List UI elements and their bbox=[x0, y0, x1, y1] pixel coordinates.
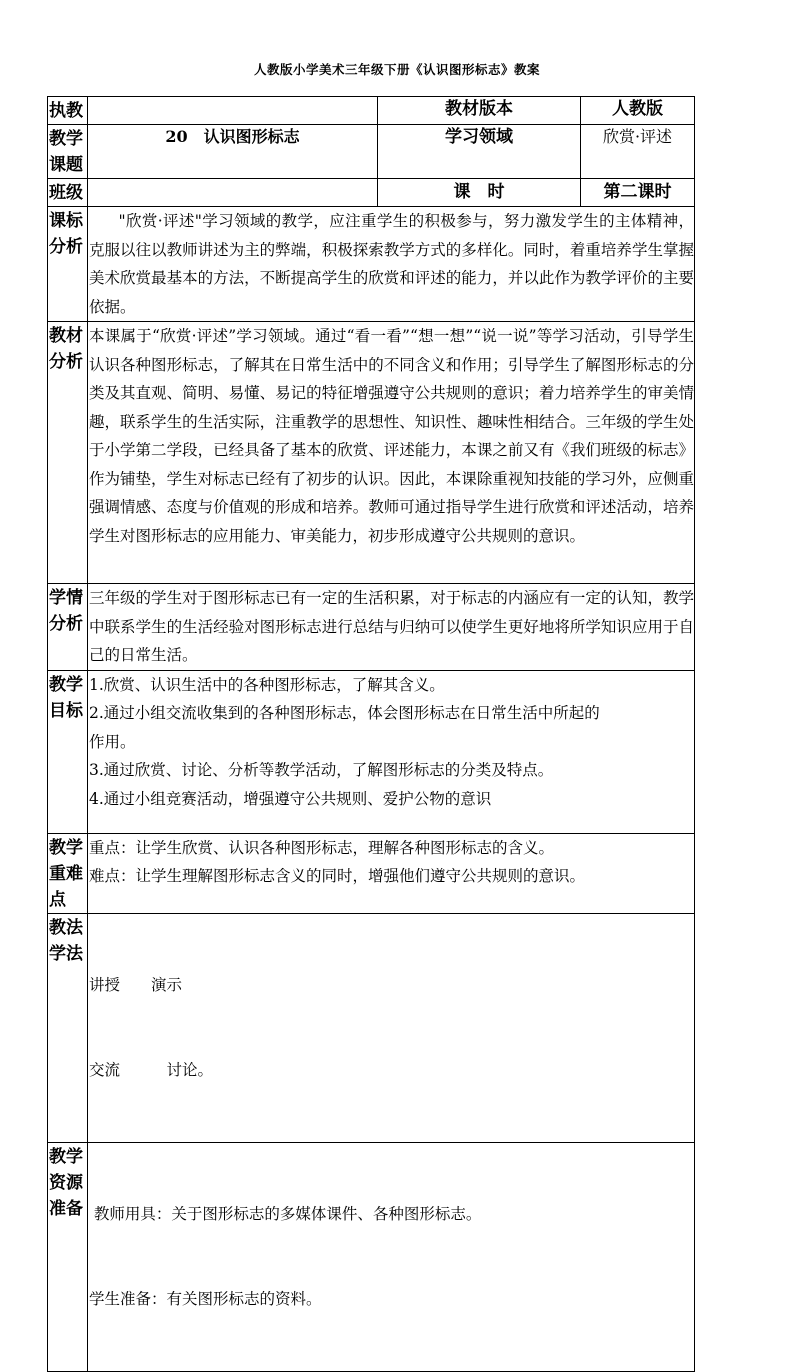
goals-label: 教学目标 bbox=[48, 670, 88, 833]
row-class bbox=[48, 179, 695, 207]
goal-item: 作用。 bbox=[89, 732, 136, 751]
row-methods bbox=[48, 913, 695, 1142]
curriculum-text: "欣赏·评述"学习领域的教学，应注重学生的积极参与，努力激发学生的主体精神，克服以往以教师讲述为主的弊端，积极探索教学方式的多样化。同时，着重培养学生掌握美术欣赏最基本的方法，不断提高学生的欣赏和评述的能力，并以此作为教学评价的主要依据。 bbox=[89, 212, 694, 316]
keypoints-label: 教学重难点 bbox=[48, 833, 88, 913]
method-item: 交流 讨论。 bbox=[89, 1061, 214, 1079]
row-course bbox=[48, 125, 695, 179]
row-teacher bbox=[48, 97, 695, 125]
row-material bbox=[48, 322, 695, 584]
method-item: 讲授 演示 bbox=[89, 975, 183, 994]
row-curriculum bbox=[48, 207, 695, 322]
period-value: 第二课时 bbox=[581, 179, 695, 207]
edition-value: 人教版 bbox=[581, 97, 695, 125]
resource-item: 学生准备：有关图形标志的资料。 bbox=[89, 1290, 322, 1308]
domain-label: 学习领域 bbox=[378, 125, 581, 179]
row-students bbox=[48, 584, 695, 671]
goal-item: 4.通过小组竞赛活动，增强遵守公共规则、爱护公物的意识 bbox=[89, 789, 492, 808]
goal-item: 3.通过欣赏、讨论、分析等教学活动，了解图形标志的分类及特点。 bbox=[89, 761, 554, 779]
course-value: 20 认识图形标志 bbox=[88, 125, 378, 179]
goal-item: 2.通过小组交流收集到的各种图形标志，体会图形标志在日常生活中所起的 bbox=[89, 704, 600, 722]
teacher-label: 执教 bbox=[48, 97, 88, 125]
lesson-plan-table bbox=[47, 96, 695, 1372]
period-label: 课 时 bbox=[378, 179, 581, 207]
goal-item: 1.欣赏、认识生活中的各种图形标志，了解其含义。 bbox=[89, 675, 445, 694]
teacher-value bbox=[88, 97, 378, 125]
resources-label: 教学资源准备 bbox=[48, 1142, 88, 1371]
curriculum-label: 课标分析 bbox=[48, 207, 88, 322]
material-label: 教材分析 bbox=[48, 322, 88, 584]
material-text: 本课属于“欣赏·评述”学习领域。通过“看一看”“想一想”“说一说”等学习活动，引导学生认识各种图形标志，了解其在日常生活中的不同含义和作用；引导学生了解图形标志的分类及其直观、简明、易懂、易记的特征增强遵守公共规则的意识；着力培养学生的审美情趣，联系学生的生活实际，注重教学的思想性、知识性、趣味性相结合。三年级的学生处于小学第二学段，已经具备了基本的欣赏、评述能力，本课之前又有《我们班级的标志》作为铺垫，学生对标志已经有了初步的认识。因此，本课除重视知技能的学习外，应侧重强调情感、态度与价值观的形成和培养。教师可通过指导学生进行欣赏和评述活动，培养学生对图形标志的应用能力、审美能力，初步形成遵守公共规则的意识。 bbox=[89, 327, 694, 545]
row-keypoints bbox=[48, 833, 695, 913]
class-value bbox=[88, 179, 378, 207]
methods-label: 教法学法 bbox=[48, 913, 88, 1142]
document-title: 人教版小学美术三年级下册《认识图形标志》教案 bbox=[253, 62, 540, 77]
students-text: 三年级的学生对于图形标志已有一定的生活积累，对于标志的内涵应有一定的认知，教学中联系学生的生活经验对图形标志进行总结与归纳可以使学生更好地将所学知识应用于自己的日常生活。 bbox=[89, 589, 694, 664]
keypoint-item: 重点：让学生欣赏、认识各种图形标志，理解各种图形标志的含义。 bbox=[89, 838, 555, 857]
row-resources bbox=[48, 1142, 695, 1371]
keypoint-item: 难点：让学生理解图形标志含义的同时，增强他们遵守公共规则的意识。 bbox=[89, 867, 586, 885]
domain-value: 欣赏·评述 bbox=[581, 125, 695, 179]
course-label: 教学课题 bbox=[48, 125, 88, 179]
resource-item: 教师用具：关于图形标志的多媒体课件、各种图形标志。 bbox=[89, 1204, 482, 1223]
students-label: 学情分析 bbox=[48, 584, 88, 671]
edition-label: 教材版本 bbox=[378, 97, 581, 125]
row-goals bbox=[48, 670, 695, 833]
class-label: 班级 bbox=[48, 179, 88, 207]
